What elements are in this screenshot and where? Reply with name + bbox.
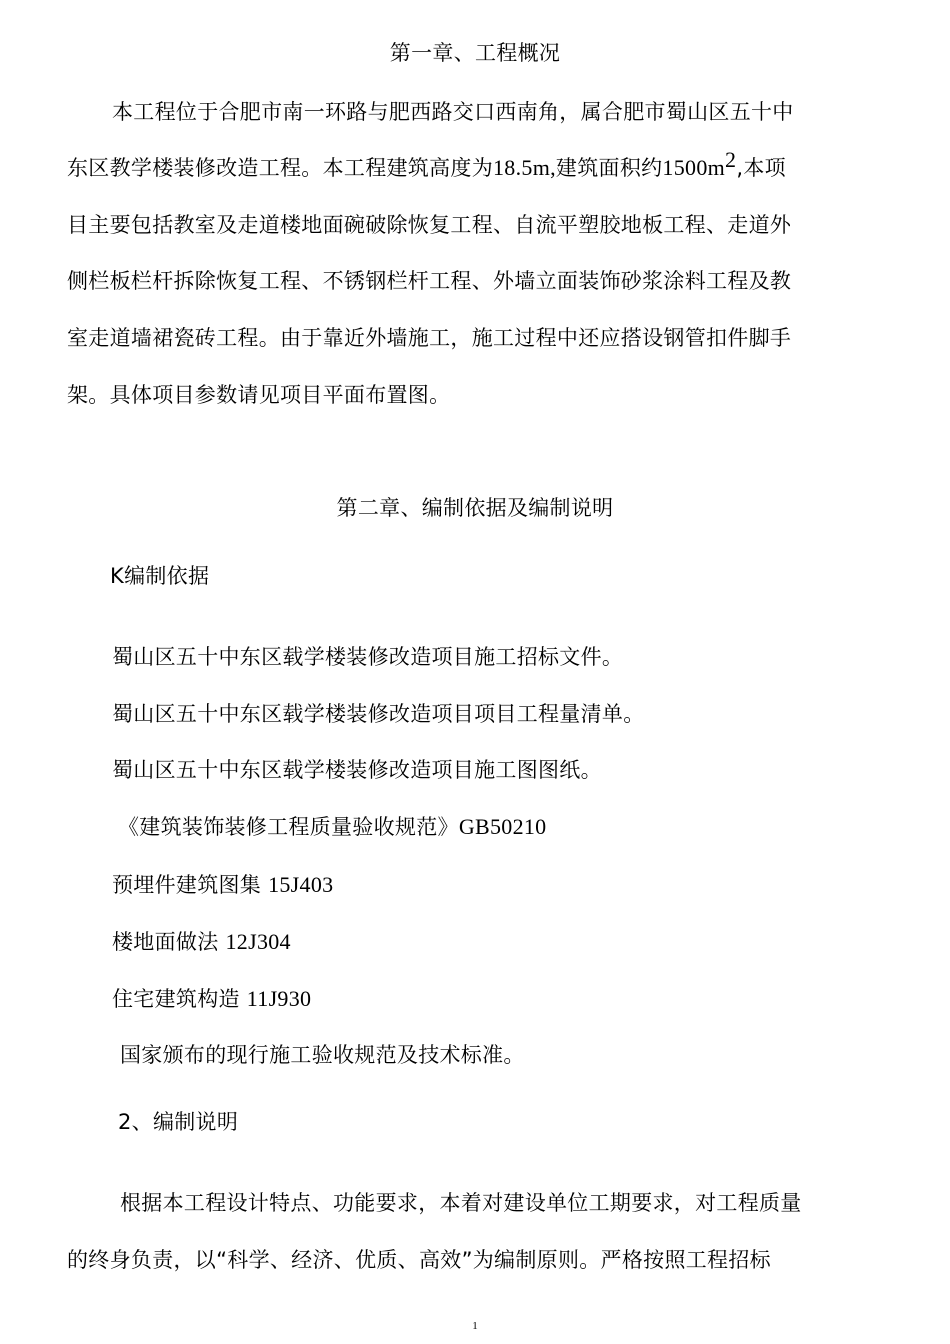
basis-item bbox=[118, 812, 546, 842]
text-segment: 东区教学楼装修改造工程。本工程建筑高度为 bbox=[67, 156, 493, 180]
basis-item bbox=[112, 642, 623, 672]
basis-item-text: 楼地面做法 bbox=[112, 930, 226, 954]
area-unit-superscript: 2 bbox=[725, 147, 737, 172]
standard-code: 12J304 bbox=[225, 929, 291, 954]
area-value: 1500m bbox=[662, 155, 726, 180]
standard-code: 11J930 bbox=[246, 986, 312, 1011]
standard-code: GB50210 bbox=[458, 814, 547, 839]
text-segment: 建筑面积约 bbox=[555, 156, 663, 180]
basis-item bbox=[112, 870, 333, 900]
section-2-paragraph-line-2: 的终身负责，以“科学、经济、优质、高效”为编制原则。严格按照工程招标 bbox=[67, 1248, 771, 1272]
text-segment: ,本项 bbox=[736, 156, 786, 180]
standard-code: 15J403 bbox=[268, 872, 334, 897]
chapter-1-title: 第一章、工程概况 bbox=[389, 41, 561, 65]
chapter-1-paragraph-line-5: 室走道墙裙瓷砖工程。由于靠近外墙施工，施工过程中还应搭设钢管扣件脚手 bbox=[67, 326, 792, 350]
basis-item bbox=[112, 699, 645, 729]
page-number: 1 bbox=[472, 1320, 478, 1332]
chapter-1-paragraph-line-4: 侧栏板栏杆拆除恢复工程、不锈钢栏杆工程、外墙立面装饰砂浆涂料工程及教 bbox=[67, 269, 792, 293]
chapter-1-paragraph-line-3: 目主要包括教室及走道楼地面碗破除恢复工程、自流平塑胶地板工程、走道外 bbox=[67, 213, 792, 237]
chapter-1-paragraph-line-6: 架。具体项目参数请见项目平面布置图。 bbox=[67, 383, 451, 407]
chapter-1-paragraph-line-2 bbox=[67, 147, 786, 183]
basis-item-text: 蜀山区五十中东区载学楼装修改造项目项目工程量清单。 bbox=[112, 702, 645, 726]
basis-item-text: 《建筑装饰装修工程质量验收规范》 bbox=[118, 815, 459, 839]
basis-item-text: 蜀山区五十中东区载学楼装修改造项目施工招标文件。 bbox=[112, 645, 624, 669]
basis-item-text: 蜀山区五十中东区载学楼装修改造项目施工图图纸。 bbox=[112, 758, 602, 782]
section-1-heading: K编制依据 bbox=[110, 564, 210, 588]
section-2-paragraph-line-1: 根据本工程设计特点、功能要求，本着对建设单位工期要求，对工程质量 bbox=[120, 1191, 802, 1215]
section-2-heading: 2、编制说明 bbox=[118, 1110, 239, 1134]
basis-item bbox=[120, 1040, 525, 1070]
basis-item bbox=[112, 984, 311, 1014]
basis-item-text: 住宅建筑构造 bbox=[112, 987, 247, 1011]
basis-item-text: 国家颁布的现行施工验收规范及技术标准。 bbox=[120, 1043, 525, 1067]
basis-item bbox=[112, 755, 602, 785]
basis-item bbox=[112, 927, 291, 957]
chapter-1-paragraph-line-1: 本工程位于合肥市南一环路与肥西路交口西南角，属合肥市蜀山区五十中 bbox=[112, 100, 794, 124]
basis-item-text: 预埋件建筑图集 bbox=[112, 873, 269, 897]
height-value: 18.5m, bbox=[493, 155, 556, 180]
chapter-2-title: 第二章、编制依据及编制说明 bbox=[336, 496, 614, 520]
